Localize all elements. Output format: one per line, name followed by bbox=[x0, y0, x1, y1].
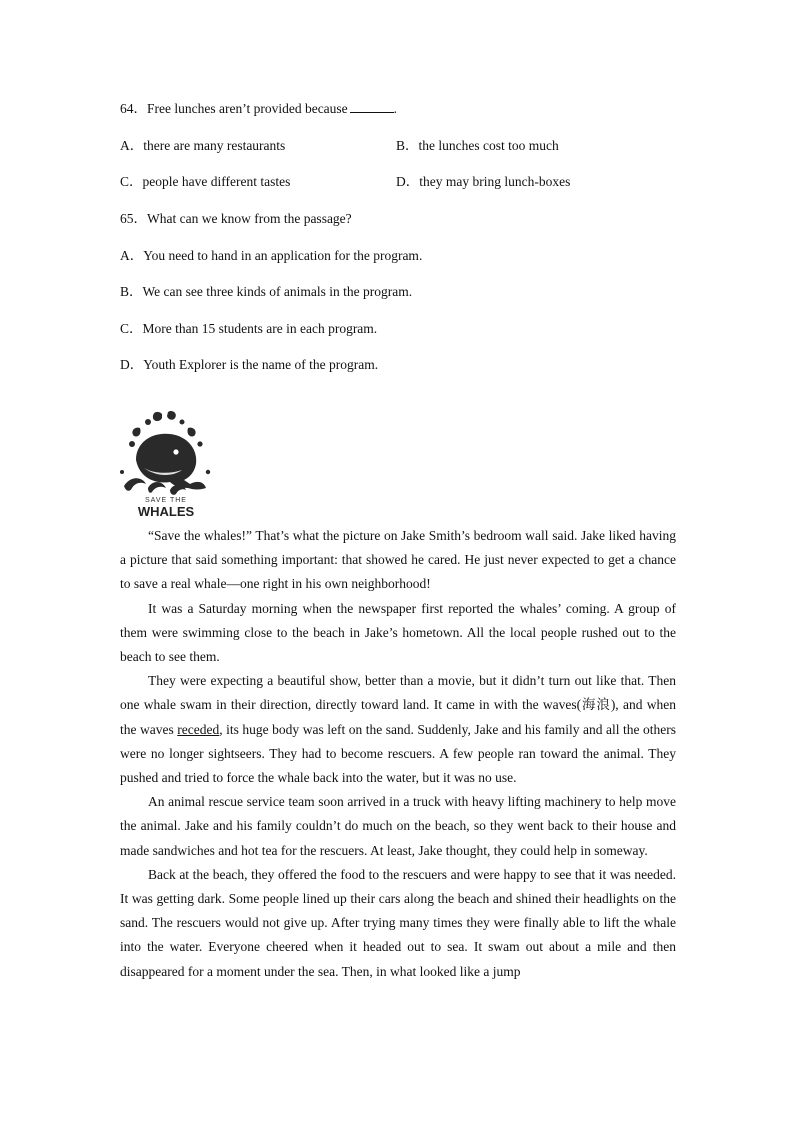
logo-line-2: WHALES bbox=[137, 504, 195, 518]
passage-paragraph-3 bbox=[120, 669, 676, 790]
passage-paragraph-5: Back at the beach, they offered the food to the rescuers and were happy to see that it was needed. It was getting dark. Some people lined up their cars along the beach and shined their headlights on the sand. The rescuers would not give up. After trying many times they were finally able to lift the whale into the water. Everyone cheered when it headed out to sea. It swam out about a mile and then disappeared for a moment under the sea. Then, in what looked like a jump bbox=[120, 866, 676, 979]
question-64-option-d: D．they may bring lunch-boxes bbox=[396, 174, 571, 189]
passage-paragraph-2: It was a Saturday morning when the newspaper first reported the whales’ coming. A group of them were swimming close to the beach in Jake’s hometown. All the local people rushed out to the beach to see them. bbox=[120, 600, 676, 665]
underlined-word-receded: receded bbox=[177, 721, 220, 737]
passage-paragraph-4: An animal rescue service team soon arrived in a truck with heavy lifting machinery to help move the animal. Jake and his family couldn’t do much on the beach, so they went back to their house and made sandwiches and hot tea for the rescuers. At least, Jake thought, they could help in someway. bbox=[120, 794, 676, 858]
question-65-option-d: D．Youth Explorer is the name of the program. bbox=[120, 357, 379, 372]
passage-paragraph-3-part-b: , its huge body was left on the sand. Suddenly, Jake and his family and all the others were no longer sightseers. They had to become rescuers. A few people ran toward the animal. They pushed and tried to force the whale back into the water, but it was no use. bbox=[120, 721, 676, 786]
answer-blank bbox=[350, 100, 394, 113]
question-65-stem: 65．What can we know from the passage? bbox=[120, 211, 352, 226]
whale-icon bbox=[120, 411, 210, 495]
question-65-option-c: C．More than 15 students are in each program. bbox=[120, 321, 378, 336]
reading-passage bbox=[120, 524, 676, 984]
question-64-option-a: A．there are many restaurants bbox=[120, 138, 286, 153]
passage-paragraph-1: “Save the whales!” That’s what the picture on Jake Smith’s bedroom wall said. Jake liked having a picture that said something important: that showed he cared. He just never expected to get a chance to save a real whale—one right in his own neighborhood! bbox=[120, 528, 676, 592]
save-the-whales-logo bbox=[118, 410, 214, 518]
question-65-option-a: A．You need to hand in an application for the program. bbox=[120, 248, 423, 263]
passage-paragraph-3-part-a: They were expecting a beautiful show, better than a movie, but it didn’t turn out like that. Then one whale swam in their direction, directly toward land. It came in with the waves(海浪), and when the waves bbox=[120, 673, 676, 737]
question-64-text: 64．Free lunches aren’t provided because bbox=[120, 101, 348, 116]
question-64-stem bbox=[120, 100, 397, 118]
logo-line-1: SAVE THE bbox=[145, 497, 187, 504]
question-65-option-b: B．We can see three kinds of animals in the program. bbox=[120, 284, 413, 299]
question-64-period: . bbox=[393, 101, 398, 116]
question-64-option-b: B．the lunches cost too much bbox=[396, 138, 559, 153]
question-64-option-c: C．people have different tastes bbox=[120, 174, 291, 189]
